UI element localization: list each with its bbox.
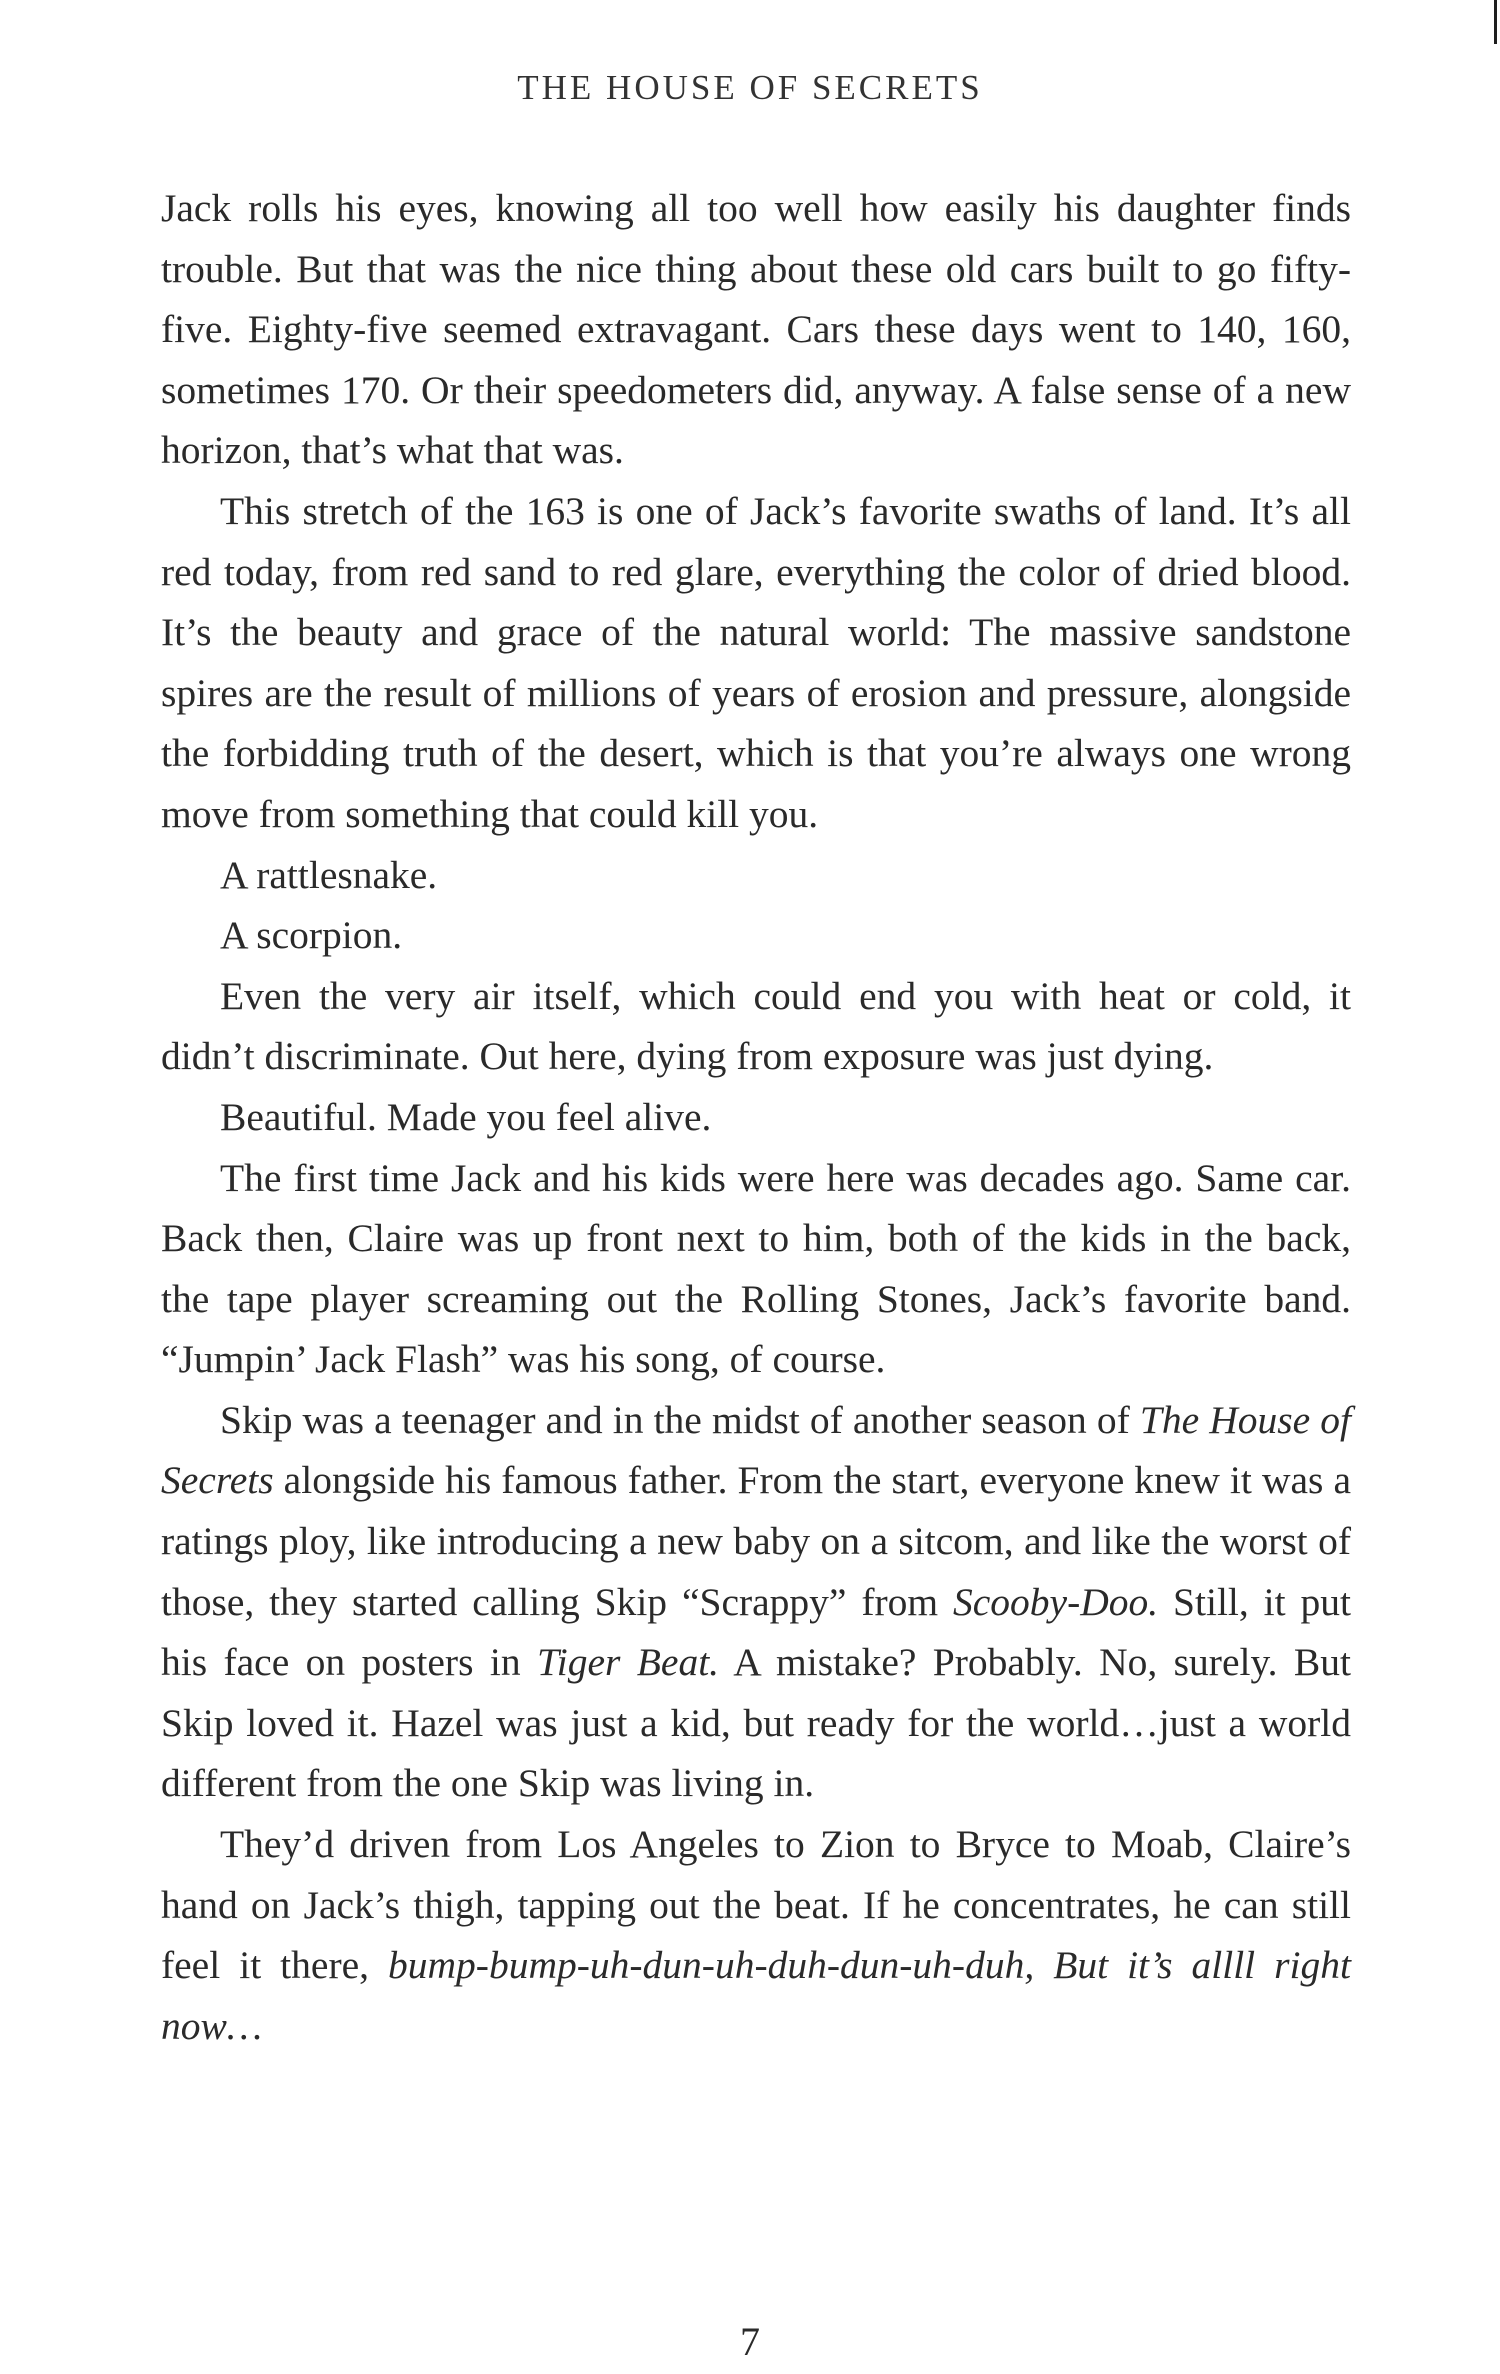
paragraph-9-text-1: They’d driven from Los Angeles to Zion to Bryce to Moab, Claire’s hand on Jack’s thigh, tapping out the beat. If he concentrates, he can still feel it there, <box>161 1822 1351 1988</box>
running-header: THE HOUSE OF SECRETS <box>517 68 983 107</box>
paragraph-6: Beautiful. Made you feel alive. <box>220 1094 712 1139</box>
paragraph-9 <box>161 1814 1351 2056</box>
cartoon-title-italic: Scooby-Doo. <box>953 1579 1159 1624</box>
page-edge-mark <box>1494 0 1497 44</box>
paragraph-7: The first time Jack and his kids were here was decades ago. Same car. Back then, Claire was up front next to him, both of the kids in the back, the tape player screaming out the Rolling Stones, Jack’s favorite band. “Jumpin’ Jack Flash” was his song, of course. <box>161 1155 1351 1382</box>
paragraph-8 <box>161 1390 1351 1814</box>
paragraph-1: Jack rolls his eyes, knowing all too well how easily his daughter finds trouble. But that was the nice thing about these old cars built to go fifty-five. Eighty-five seemed extravagant. Cars these days went to 140, 160, sometimes 170. Or their speedometers did, anyway. A false sense of a new horizon, that’s what that was. <box>161 186 1351 473</box>
paragraph-8-text-1: Skip was a teenager and in the midst of another season of <box>220 1397 1140 1442</box>
paragraph-8-text-2: alongside his famous father. From the start, everyone knew it was a ratings ploy, like introducing a new baby on a sitcom, and like the worst of those, they started calling Skip “Scrappy” from <box>161 1458 1351 1624</box>
body-text <box>161 178 1351 2056</box>
show-title-italic: The House of Secrets <box>161 1397 1352 1503</box>
song-lyric-italic: bump-bump-uh-dun-uh-duh-dun-uh-duh, But it’s allll right now… <box>161 1943 1351 2048</box>
magazine-title-italic: Tiger Beat. <box>536 1640 720 1685</box>
paragraph-8-text-4: A mistake? Probably. No, surely. But Skip loved it. Hazel was just a kid, but ready for the world…just a world different from the one Skip was living in. <box>161 1640 1351 1806</box>
page-number: 7 <box>740 2319 760 2364</box>
paragraph-4: A scorpion. <box>220 913 403 958</box>
paragraph-3: A rattlesnake. <box>220 852 438 897</box>
paragraph-8-text-3: Still, it put his face on posters in <box>161 1579 1351 1685</box>
paragraph-5: Even the very air itself, which could end you with heat or cold, it didn’t discriminate. Out here, dying from exposure was just dying. <box>161 973 1351 1079</box>
paragraph-2: This stretch of the 163 is one of Jack’s favorite swaths of land. It’s all red today, from red sand to red glare, everything the color of dried blood. It’s the beauty and grace of the natural world: The massive sandstone spires are the result of millions of years of erosion and pressure, alongside the forbidding truth of the desert, which is that you’re always one wrong move from something that could kill you. <box>161 488 1351 836</box>
